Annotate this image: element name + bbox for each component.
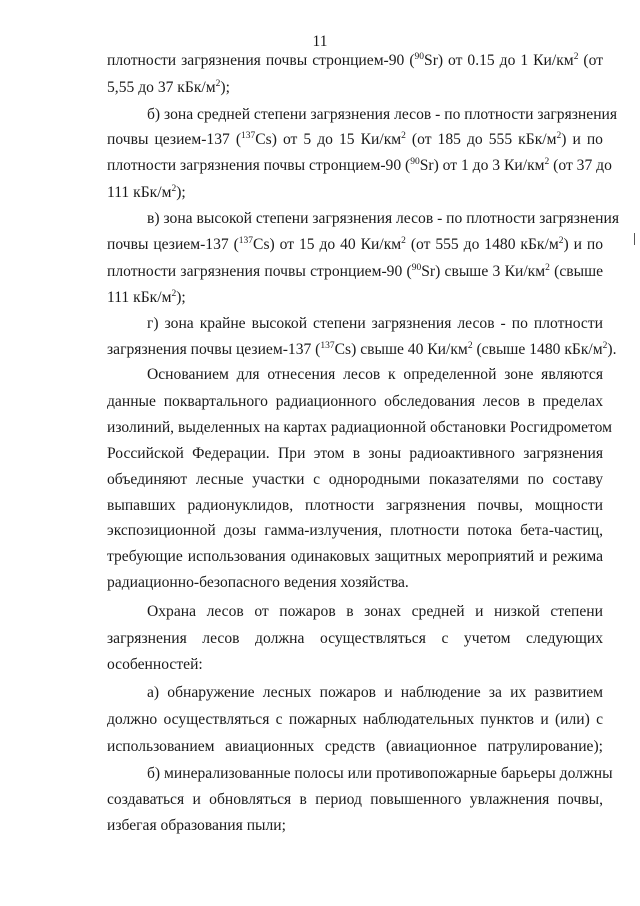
text-line: а) обнаружение лесных пожаров и наблюдение за их развитием [147,684,603,701]
text-line: изолиний, выделенных на картах радиационной обстановки Росгидрометом [107,419,613,436]
text-line: почвы цезием-137 ($^{137}$Cs) от 5 до 15 $Ки/км^2$ (от 185 до 555 кБк/$м^2$) и по [107,131,603,148]
text-line: б) зона средней степени загрязнения лесов - по плотности загрязнения [147,106,618,123]
page-number: 11 [312,33,328,50]
text-line: плотности загрязнения почвы стронцием-90 ($^{90}$Sr) свыше 3 $Ки/км^2$ (свыше [107,263,604,280]
text-line: требующие использования одинаковых защитных мероприятий и режима [107,548,603,565]
text-line: г) зона крайне высокой степени загрязнения лесов - по плотности [147,315,603,332]
text-line: должно осуществляться с пожарных наблюдательных пунктов и (или) с [107,711,603,728]
text-line: Основанием для отнесения лесов к определенной зоне являются [147,366,603,383]
text-line: 111 кБк/$м^2$); [107,289,186,306]
text-line: создаваться и обновляться в период повышенного увлажнения почвы, [107,791,603,808]
text-line: выпавших радионуклидов, плотности загрязнения почвы, мощности [107,497,603,514]
text-line: 111 кБк/$м^2$); [107,184,186,201]
text-line: особенностей: [107,656,203,673]
text-line: экспозиционной дозы гамма-излучения, плотности потока бета-частиц, [107,522,603,539]
text-line: радиационно-безопасного ведения хозяйства. [107,574,409,591]
text-line: в) зона высокой степени загрязнения лесов - по плотности загрязнения [147,210,619,227]
text-line: Охрана лесов от пожаров в зонах средней и низкой степени [147,603,603,620]
text-line: 5,55 до 37 кБк/$м^2$); [107,79,230,96]
text-line: почвы цезием-137 ($^{137}$Cs) от 15 до 40 $Ки/км^2$ (от 555 до 1480 кБк/$м^2$) и по [107,236,603,253]
text-line: плотности загрязнения почвы стронцием-90 ($^{90}$Sr) от 0.15 до 1 $Ки/км^2$ (от [107,52,604,69]
text-line: избегая образования пыли; [107,817,286,834]
text-line: использованием авиационных средств (авиационное патрулирование); [107,738,603,755]
text-line: б) минерализованные полосы или противопожарные барьеры должны [147,765,613,782]
text-line: данные поквартального радиационного обследования лесов в пределах [107,393,603,410]
text-line: загрязнения лесов должна осуществляться с учетом следующих [107,630,603,647]
text-line: загрязнения почвы цезием-137 ($^{137}$Cs) свыше 40 $Ки/км^2$ (свыше 1480 кБк/$м^2$). [107,341,617,358]
scan-edge-mark [634,233,635,245]
text-line: Российской Федерации. При этом в зоны радиоактивного загрязнения [107,445,603,462]
text-line: плотности загрязнения почвы стронцием-90 ($^{90}$Sr) от 1 до 3 $Ки/км^2$ (от 37 до [107,157,612,174]
text-line: объединяют лесные участки с однородными показателями по составу [107,471,603,488]
